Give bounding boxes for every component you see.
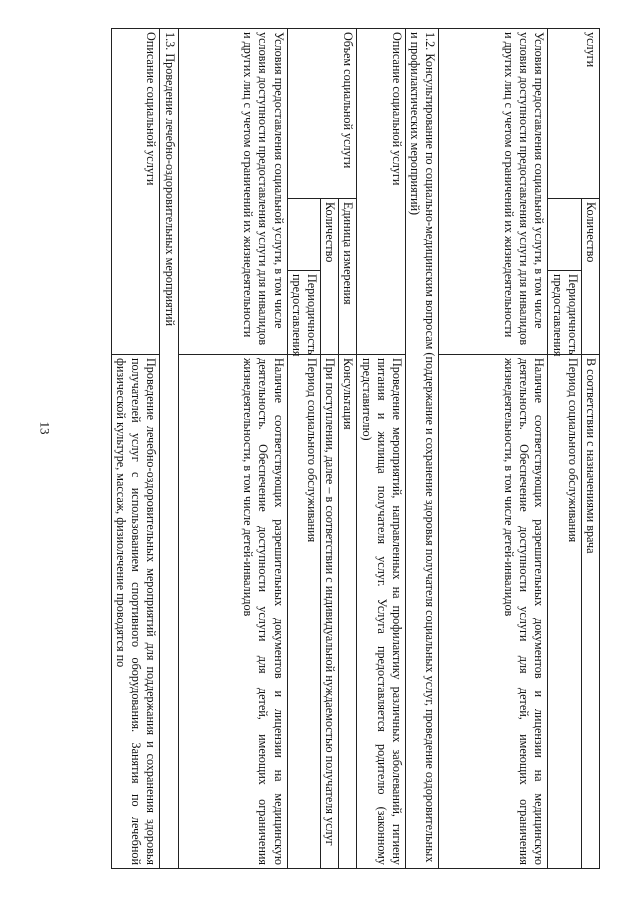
table-row bbox=[178, 29, 287, 869]
section-title: 1.3. Проведение лечебно-оздоровительных мероприятий bbox=[160, 29, 178, 869]
table-row bbox=[339, 29, 357, 869]
table-cell: Проведение лечебно-оздоровительных мероприятий для поддержания и сохранения здоровья получателей услуг с использованием спортивного оборудования. Занятия по лечебной физической культуре, массаж, физиолечение проводятся по bbox=[111, 355, 160, 869]
table-cell: Объем социальной услуги bbox=[287, 29, 357, 199]
table-cell: Наличие соответствующих разрешительных документов и лицензии на медицинскую деятельность. Обеспечение доступности услуги для детей, имеющих ограничения жизнедеятельности, в том числе детей-инвалидов bbox=[439, 355, 548, 869]
table-row bbox=[160, 29, 178, 869]
section-title: 1.2. Консультирование по социально-медицинским вопросам (поддержание и сохранение здоровья получателя социальных услуг, проведение оздоровительных и профилактических мероприятий) bbox=[405, 29, 438, 869]
table-cell: Количество bbox=[320, 199, 338, 355]
table-cell: Количество bbox=[581, 199, 599, 355]
page-number: 13 bbox=[37, 421, 53, 435]
table-cell: В соответствии с назначениями врача bbox=[581, 355, 599, 869]
services-table bbox=[111, 28, 600, 869]
table-cell: Период социального обслуживания bbox=[548, 355, 581, 869]
table-cell: При поступлении, далее – в соответствии с индивидуальной нуждаемостью получателя услуг bbox=[320, 355, 338, 869]
table-row bbox=[111, 29, 160, 869]
table-cell: Периодичность предоставления bbox=[548, 271, 581, 355]
table-cell: Описание социальной услуги bbox=[111, 29, 160, 355]
table-cell bbox=[548, 199, 581, 271]
rotated-table-container bbox=[78, 28, 600, 868]
table-cell: Описание социальной услуги bbox=[357, 29, 406, 355]
table-cell: Периодичность предоставления bbox=[287, 271, 320, 355]
table-cell: Наличие соответствующих разрешительных документов и лицензии на медицинскую деятельность. Обеспечение доступности услуги для детей, имеющих ограничения жизнедеятельности, в том числе детей-инвалидов bbox=[178, 355, 287, 869]
table-row bbox=[405, 29, 438, 869]
table-row bbox=[357, 29, 406, 869]
table-cell: Единица измерения bbox=[339, 199, 357, 355]
table-cell: Консультация bbox=[339, 355, 357, 869]
table-cell: Проведение мероприятий, направленных на профилактику различных заболеваний, гигиену питания и жилища получателя услуг. Услуга предоставляется родителю (законному представителю) bbox=[357, 355, 406, 869]
table-cell bbox=[287, 199, 320, 271]
table-cell: Условия предоставления социальной услуги, в том числе условия доступности предоставления услуги для инвалидов и других лиц с учетом ограничений их жизнедеятельности bbox=[178, 29, 287, 355]
table-cell: услуги bbox=[548, 29, 600, 199]
table-cell: Условия предоставления социальной услуги, в том числе условия доступности предоставления услуги для инвалидов и других лиц с учетом ограничений их жизнедеятельности bbox=[439, 29, 548, 355]
table-row bbox=[439, 29, 548, 869]
table-cell: Период социального обслуживания bbox=[287, 355, 320, 869]
table-row bbox=[581, 29, 599, 869]
